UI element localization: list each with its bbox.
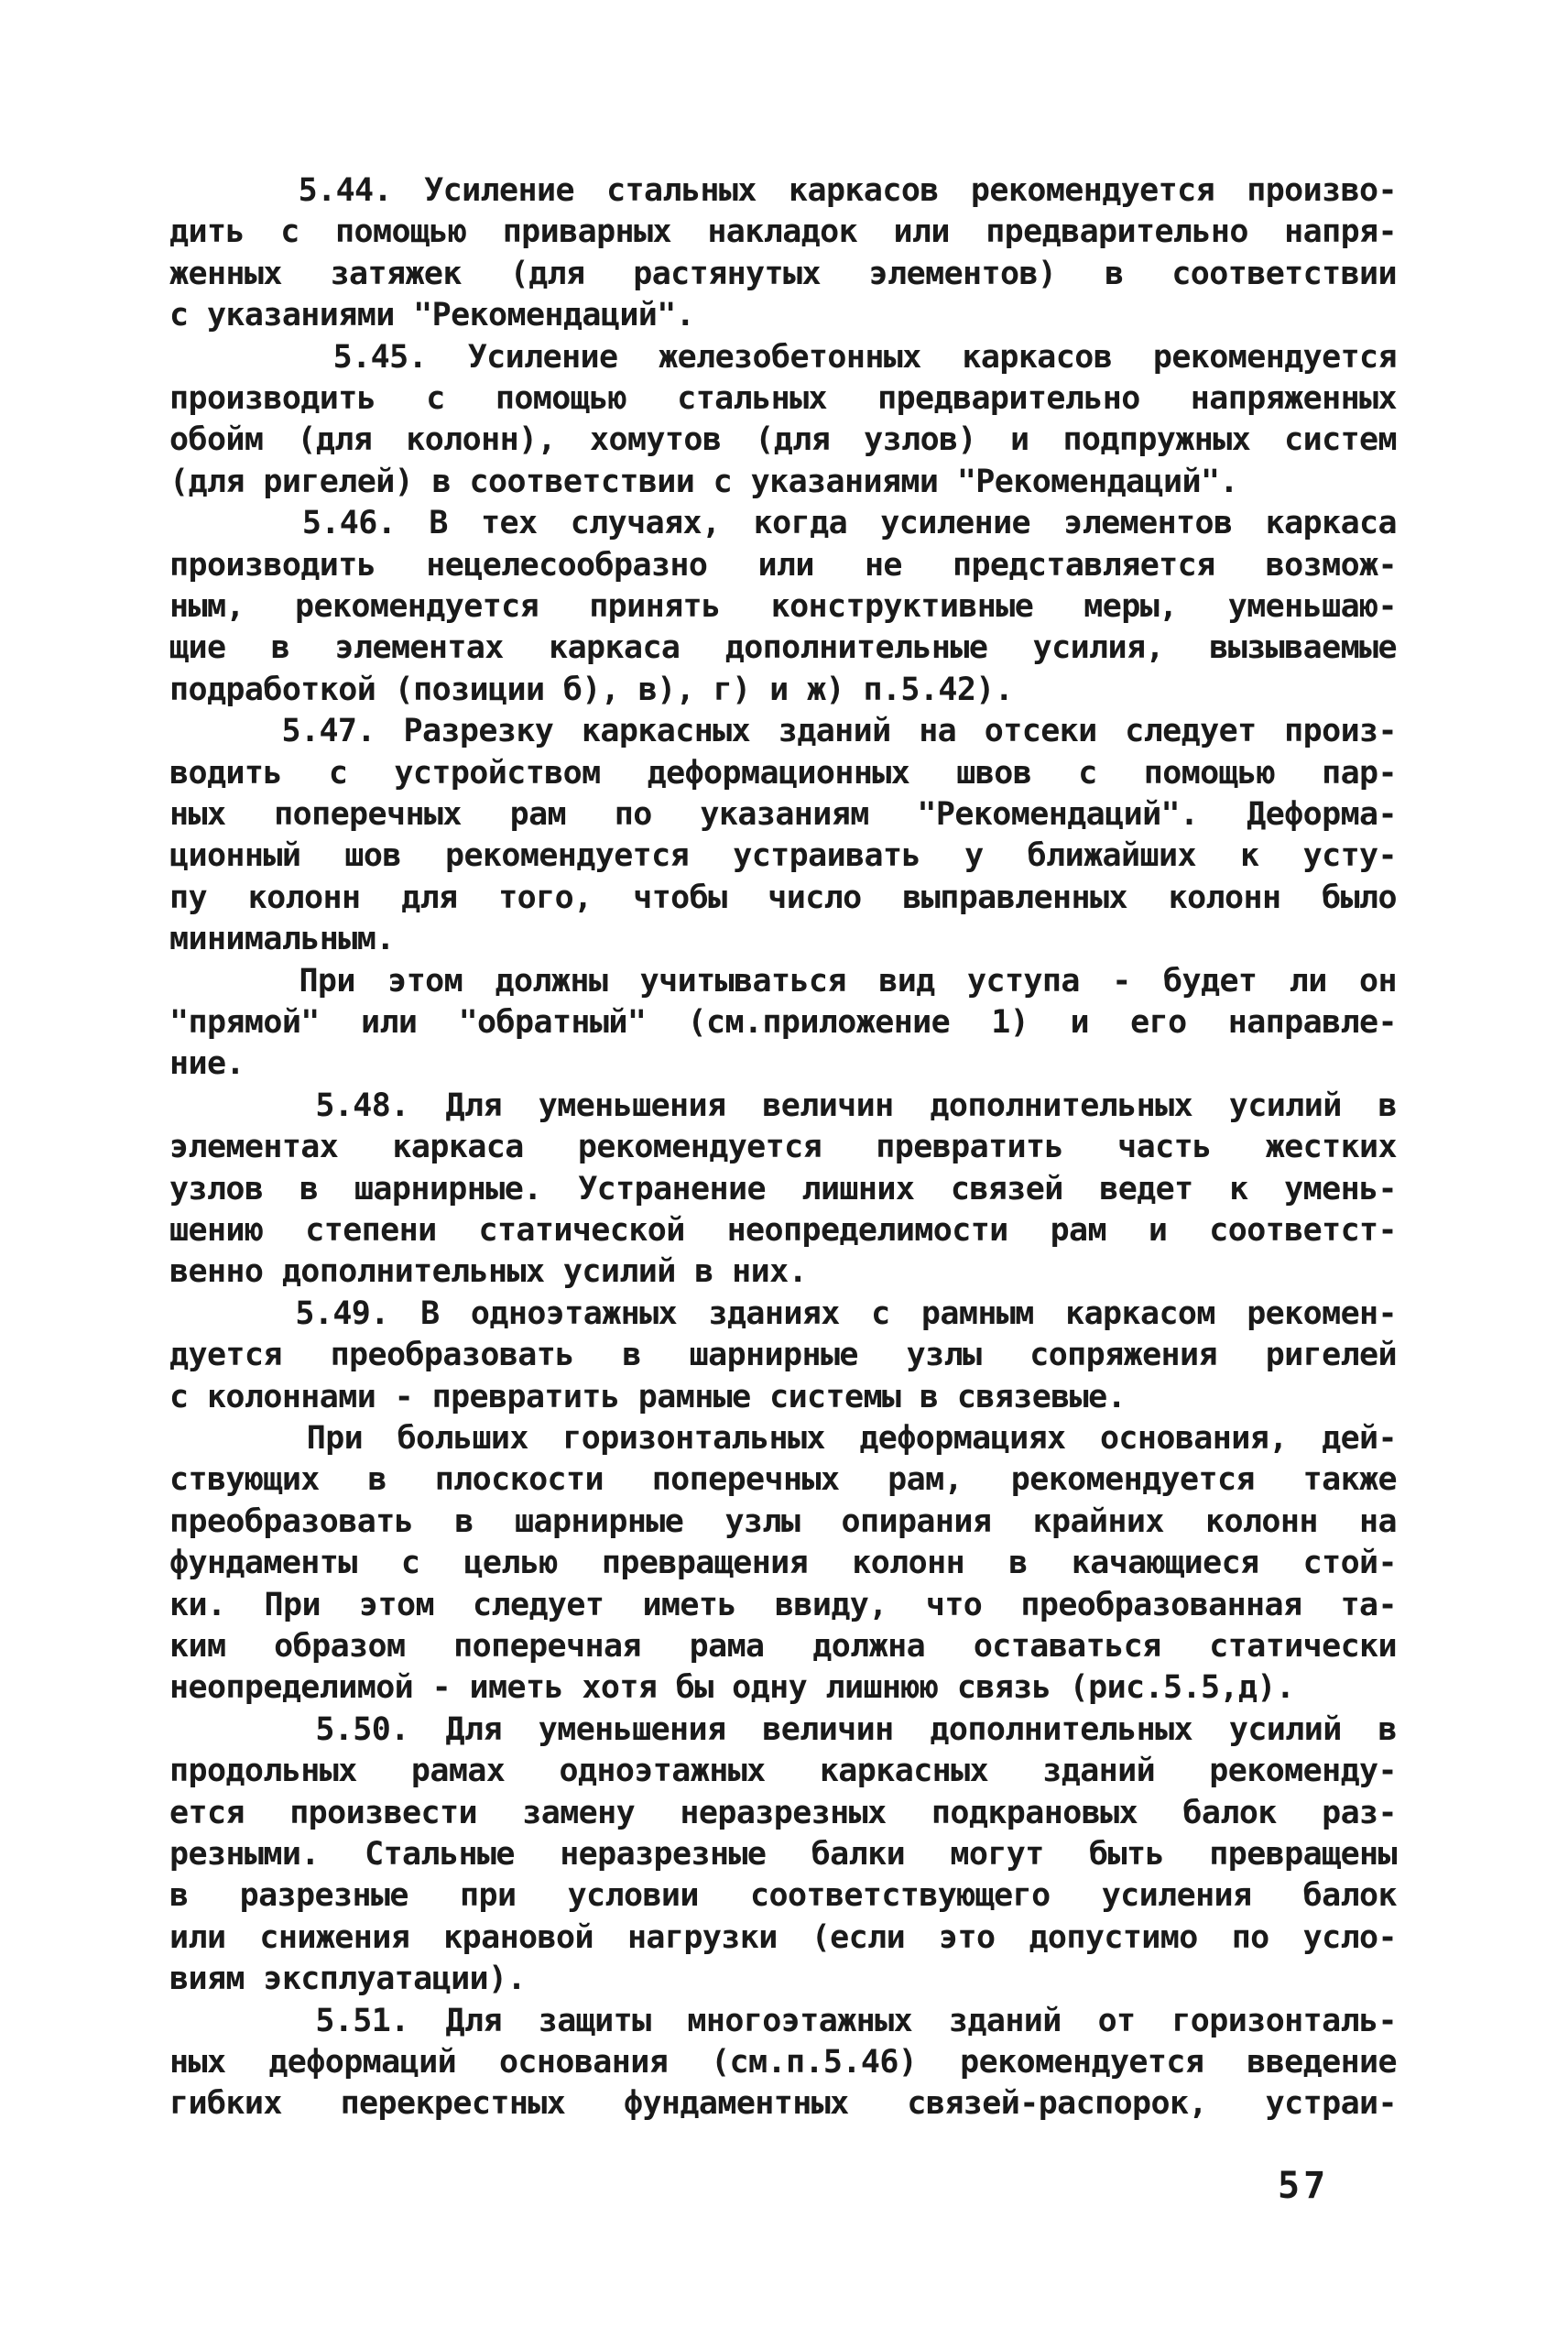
text-line: ким образом поперечная рама должна оставаться статически xyxy=(169,1628,1397,1665)
text-line: преобразовать в шарнирные узлы опирания крайних колонн на xyxy=(169,1502,1397,1540)
text-line: 5.45. Усиление железобетонных каркасов рекомендуется xyxy=(169,338,1397,376)
text-line: "прямой" или "обратный" (см.приложение 1) и его направле- xyxy=(169,1004,1397,1041)
text-line: ным, рекомендуется принять конструктивные меры, уменьшаю- xyxy=(169,588,1397,625)
text-line: ных поперечных рам по указаниям "Рекомендаций". Деформа- xyxy=(169,796,1397,833)
text-line: ционный шов рекомендуется устраивать у ближайших к усту- xyxy=(169,837,1397,875)
text-line: 5.51. Для защиты многоэтажных зданий от горизонталь- xyxy=(169,2002,1397,2039)
text-line: элементах каркаса рекомендуется превратить часть жестких xyxy=(169,1129,1397,1166)
text-line: фундаменты с целью превращения колонн в качающиеся стой- xyxy=(169,1545,1397,1582)
text-line: При больших горизонтальных деформациях основания, дей- xyxy=(169,1420,1397,1457)
text-line: щие в элементах каркаса дополнительные усилия, вызываемые xyxy=(169,629,1397,667)
text-line: неопределимой - иметь хотя бы одну лишнюю связь (рис.5.5,д). xyxy=(169,1669,1295,1707)
text-line: или снижения крановой нагрузки (если это допустимо по усло- xyxy=(169,1918,1397,1956)
text-line: (для ригелей) в соответствии с указаниями "Рекомендаций". xyxy=(169,463,1238,500)
text-line: подработкой (позиции б), в), г) и ж) п.5.42). xyxy=(169,671,1014,708)
text-line: минимальным. xyxy=(169,921,395,958)
page-number: 57 xyxy=(1278,2165,1330,2207)
text-line: резными. Стальные неразрезные балки могут быть превращены xyxy=(169,1836,1397,1873)
text-line: дуется преобразовать в шарнирные узлы сопряжения ригелей xyxy=(169,1337,1397,1374)
text-line: с колоннами - превратить рамные системы в связевые. xyxy=(169,1378,1127,1415)
text-line: При этом должны учитываться вид уступа - будет ли он xyxy=(169,962,1397,1000)
text-line: 5.50. Для уменьшения величин дополнительных усилий в xyxy=(169,1710,1397,1748)
text-line: в разрезные при условии соответствующего усиления балок xyxy=(169,1877,1397,1915)
text-line: дить с помощью приварных накладок или предварительно напря- xyxy=(169,213,1397,251)
text-line: узлов в шарнирные. Устранение лишних связей ведет к умень- xyxy=(169,1170,1397,1207)
text-line: продольных рамах одноэтажных каркасных зданий рекоменду- xyxy=(169,1753,1397,1790)
text-line: с указаниями "Рекомендаций". xyxy=(169,297,695,334)
text-line: гибких перекрестных фундаментных связей-распорок, устраи- xyxy=(169,2085,1397,2123)
text-line: обойм (для колонн), хомутов (для узлов) и подпружных систем xyxy=(169,421,1397,459)
text-line: производить нецелесообразно или не представляется возмож- xyxy=(169,546,1397,584)
text-line: 5.47. Разрезку каркасных зданий на отсеки следует произ- xyxy=(169,713,1397,750)
text-line: виям эксплуатации). xyxy=(169,1961,526,1998)
text-line: 5.44. Усиление стальных каркасов рекомендуется произво- xyxy=(169,172,1397,209)
text-line: ных деформаций основания (см.п.5.46) рекомендуется введение xyxy=(169,2044,1397,2081)
text-line: шению степени статической неопределимости рам и соответст- xyxy=(169,1212,1397,1249)
text-line: 5.49. В одноэтажных зданиях с рамным каркасом рекомен- xyxy=(169,1295,1397,1332)
text-line: ется произвести замену неразрезных подкрановых балок раз- xyxy=(169,1794,1397,1831)
document-page xyxy=(169,167,1397,2136)
text-line: 5.48. Для уменьшения величин дополнительных усилий в xyxy=(169,1087,1397,1124)
text-line: венно дополнительных усилий в них. xyxy=(169,1253,808,1291)
text-line: ствующих в плоскости поперечных рам, рекомендуется также xyxy=(169,1461,1397,1499)
text-line: ки. При этом следует иметь ввиду, что преобразованная та- xyxy=(169,1586,1397,1623)
text-line: женных затяжек (для растянутых элементов) в соответствии xyxy=(169,255,1397,292)
text-line: водить с устройством деформационных швов с помощью пар- xyxy=(169,754,1397,792)
text-line: 5.46. В тех случаях, когда усиление элементов каркаса xyxy=(169,505,1397,542)
text-line: пу колонн для того, чтобы число выправленных колонн было xyxy=(169,879,1397,916)
text-line: ние. xyxy=(169,1045,245,1083)
text-line: производить с помощью стальных предварительно напряженных xyxy=(169,380,1397,417)
